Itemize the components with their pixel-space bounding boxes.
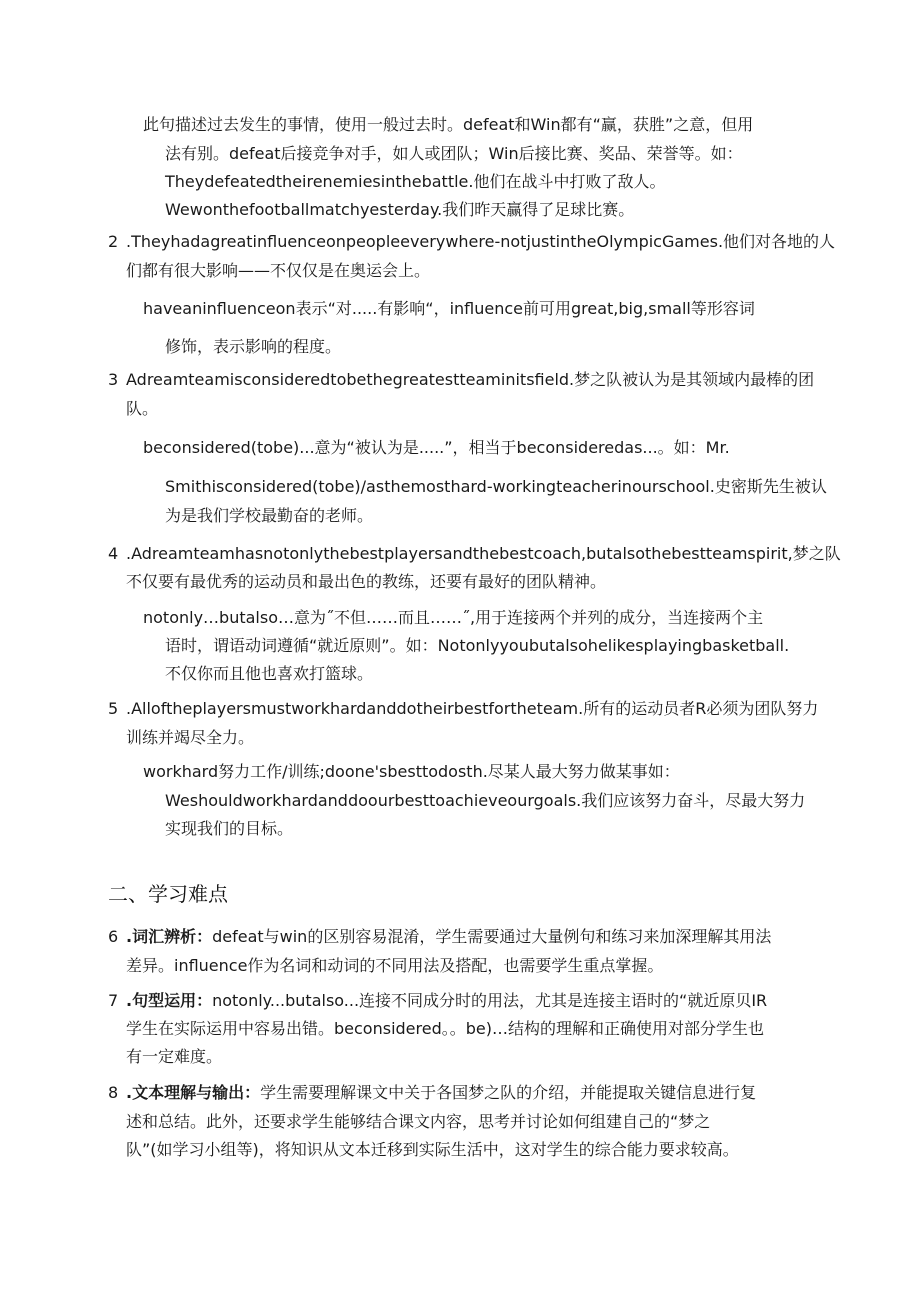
difficulty-line: 述和总结。此外，还要求学生能够结合课文内容，思考并讨论如何组建自己的“梦之 xyxy=(126,1112,711,1131)
explanation-line: 此句描述过去发生的事情，使用一般过去时。defeat和Win都有“赢，获胜”之意，但用 xyxy=(143,115,754,134)
difficulty-label: .句型运用： xyxy=(126,991,213,1010)
difficulty-text: defeat与win的区别容易混淆，学生需要通过大量例句和练习来加深理解其用法 xyxy=(212,927,772,946)
difficulty-line xyxy=(126,1083,756,1103)
item-number: 2 xyxy=(108,232,119,251)
note-line: workhard努力工作/训练;doone'sbesttodosth.尽某人最大努力做某事如： xyxy=(143,762,680,781)
sentence-line: .Adreamteamhasnotonlythebestplayersandthebestcoach,butalsothebestteamspirit,梦之队 xyxy=(126,544,841,563)
example-sentence: Wewonthefootballmatchyesterday.我们昨天赢得了足球比赛。 xyxy=(165,200,635,219)
item-number: 7 xyxy=(108,991,119,1010)
sentence-line: 们都有很大影响——不仅仅是在奥运会上。 xyxy=(126,261,431,280)
difficulty-line: 差异。influence作为名词和动词的不同用法及搭配，也需要学生重点掌握。 xyxy=(126,956,664,975)
note-line: 语时，谓语动词遵循“就近原则”。如：Notonlyyoubutalsohelikesplayingbasketball. xyxy=(165,636,790,655)
difficulty-text: 学生需要理解课文中关于各国梦之队的介绍，并能提取关键信息进行复 xyxy=(260,1083,757,1102)
sentence-line: Adreamteamisconsideredtobethegreatestteaminitsfield.梦之队被认为是其领域内最棒的团 xyxy=(126,370,815,389)
note-line: Smithisconsidered(tobe)/asthemosthard-workingteacherinourschool.史密斯先生被认 xyxy=(165,477,827,496)
example-sentence: Theydefeatedtheirenemiesinthebattle.他们在战斗中打败了敌人。 xyxy=(165,172,666,191)
item-number: 6 xyxy=(108,927,119,946)
note-line: 为是我们学校最勤奋的老师。 xyxy=(165,506,374,525)
item-number: 5 xyxy=(108,699,119,718)
difficulty-label: .文本理解与输出： xyxy=(126,1083,261,1102)
sentence-line: .Theyhadagreatinfluenceonpeopleeverywhere-notjustintheOlympicGames.他们对各地的人 xyxy=(126,232,836,251)
difficulty-line: 学生在实际运用中容易出错。beconsidered。。be)…结构的理解和正确使用对部分学生也 xyxy=(126,1019,764,1038)
item-number: 4 xyxy=(108,544,119,563)
note-line: Weshouldworkhardanddoourbesttoachieveourgoals.我们应该努力奋斗，尽最大努力 xyxy=(165,791,806,810)
note-line: 不仅你而且他也喜欢打篮球。 xyxy=(165,664,374,683)
item-number: 8 xyxy=(108,1083,119,1102)
note-line: 实现我们的目标。 xyxy=(165,819,294,838)
difficulty-line xyxy=(126,927,771,947)
difficulty-line: 有一定难度。 xyxy=(126,1047,223,1066)
difficulty-label: .词汇辨析： xyxy=(126,927,213,946)
sentence-line: 队。 xyxy=(126,399,159,418)
note-line: haveaninfluenceon表示“对.....有影响“，influence前可用great,big,small等形容词 xyxy=(143,299,755,318)
sentence-line: 训练并竭尽全力。 xyxy=(126,728,255,747)
explanation-line: 法有别。defeat后接竞争对手，如人或团队；Win后接比赛、奖品、荣誉等。如： xyxy=(165,144,743,163)
sentence-line: 不仅要有最优秀的运动员和最出色的教练，还要有最好的团队精神。 xyxy=(126,572,607,591)
difficulty-text: notonly...butalso...连接不同成分时的用法，尤其是连接主语时的“就近原贝IR xyxy=(212,991,768,1010)
difficulty-line: 队”(如学习小组等)，将知识从文本迁移到实际生活中，这对学生的综合能力要求较高。 xyxy=(126,1140,739,1159)
note-line: 修饰，表示影响的程度。 xyxy=(165,337,342,356)
sentence-line: .Alloftheplayersmustworkhardanddotheirbestfortheteam.所有的运动员者R必须为团队努力 xyxy=(126,699,819,718)
note-line: beconsidered(tobe)...意为“被认为是.....”，相当于beconsideredas...。如：Mr. xyxy=(143,438,730,457)
section-heading: 二、学习难点 xyxy=(108,882,228,906)
note-line: notonly…butalso…意为˝不但……而且……˝,用于连接两个并列的成分，当连接两个主 xyxy=(143,608,764,627)
item-number: 3 xyxy=(108,370,119,389)
difficulty-line xyxy=(126,991,767,1011)
